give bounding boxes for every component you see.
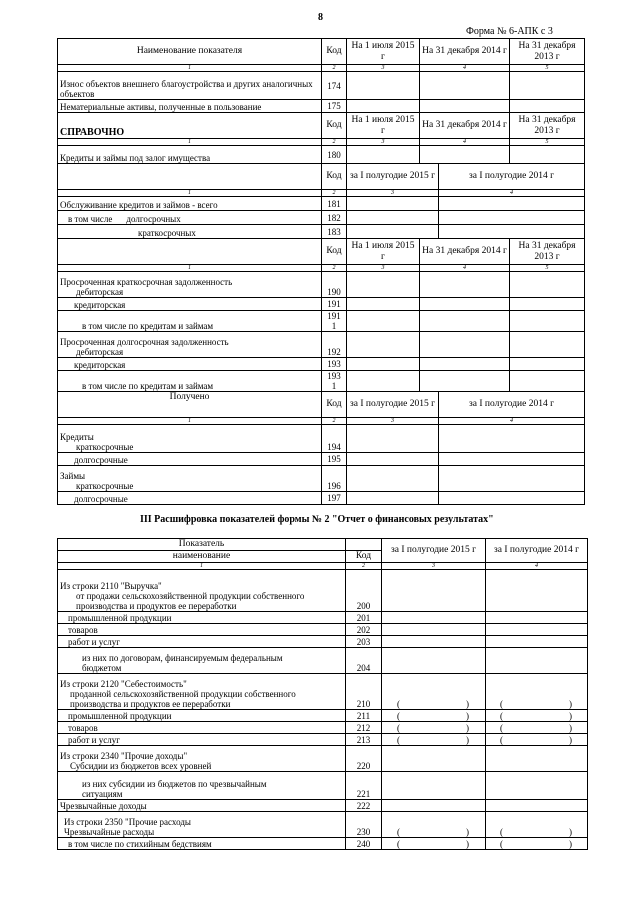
header-code: Код xyxy=(322,39,347,65)
group-label: Займы xyxy=(60,471,86,481)
parenthesized-value: ( ) xyxy=(382,722,486,734)
row-label-text: Чрезвычайные расходы xyxy=(64,827,155,837)
row-label: из них по договорам, финансируемым федеральным бюджетом xyxy=(58,648,346,674)
header-indicator: Показатель xyxy=(58,539,346,551)
row-label: из них субсидии из бюджетов по чрезвычайным ситуациям xyxy=(58,772,346,800)
parenthesized-value: ( ) xyxy=(382,710,486,722)
row-code: 175 xyxy=(322,100,347,113)
row-label: Кредиты и займы под залог имущества xyxy=(58,146,322,164)
col-num: 2 xyxy=(322,139,347,146)
row-code: 221 xyxy=(346,772,382,800)
table-header-row xyxy=(58,239,585,265)
header-received: Получено xyxy=(58,392,322,418)
group-label: Просроченная краткосрочная задолженность xyxy=(60,277,233,287)
row-label: кредиторская xyxy=(58,358,322,371)
table-row xyxy=(58,624,588,636)
header-half-2015: за I полугодие 2015 г xyxy=(347,392,439,418)
row-label-prefix: в том числе xyxy=(68,214,113,224)
row-code: 191 1 xyxy=(322,311,347,332)
row-code: 204 xyxy=(346,648,382,674)
table-row xyxy=(58,772,588,800)
header-date-1: На 1 июля 2015 г xyxy=(347,239,420,265)
parenthesized-value: ( ) xyxy=(486,734,588,746)
row-code: 174 xyxy=(322,72,347,100)
header-code: Код xyxy=(322,239,347,265)
column-numbers-row xyxy=(58,190,585,197)
row-label xyxy=(58,466,322,492)
row-label-text: долгосрочных xyxy=(126,214,181,224)
row-code: 200 xyxy=(346,570,382,612)
row-code: 220 xyxy=(346,746,382,772)
row-label xyxy=(58,746,346,772)
table-row xyxy=(58,674,588,710)
table-row xyxy=(58,211,585,225)
col-num: 5 xyxy=(510,139,585,146)
col-num: 3 xyxy=(347,418,439,425)
row-label: промышленной продукции xyxy=(58,710,346,722)
row-code: 192 xyxy=(322,332,347,358)
table-row xyxy=(58,72,585,100)
row-label-text: от продажи сельскохозяйственной продукции собственного производства и продуктов ее переработки xyxy=(76,591,305,611)
row-code: 190 xyxy=(322,272,347,298)
row-label: Нематериальные активы, полученные в пользование xyxy=(58,100,322,113)
header-half-2015: за I полугодие 2015 г xyxy=(347,164,439,190)
col-num: 4 xyxy=(439,190,585,197)
column-numbers-row xyxy=(58,265,585,272)
col-num: 3 xyxy=(347,139,420,146)
row-label xyxy=(58,812,346,838)
header-date-2: На 31 декабря 2014 г xyxy=(420,239,510,265)
row-label: в том числе по стихийным бедствиям xyxy=(58,838,346,850)
row-label xyxy=(58,570,346,612)
row-code: 203 xyxy=(346,636,382,648)
table-header-row xyxy=(58,113,585,139)
header-half-2015: за I полугодие 2015 г xyxy=(382,539,486,563)
header-date-1: На 1 июля 2015 г xyxy=(347,39,420,65)
table-row xyxy=(58,272,585,298)
row-code: 180 xyxy=(322,146,347,164)
row-label-text: Субсидии из бюджетов всех уровней xyxy=(70,761,212,771)
row-code: 213 xyxy=(346,734,382,746)
table-row xyxy=(58,453,585,466)
col-num: 2 xyxy=(322,418,347,425)
table-row xyxy=(58,722,588,734)
table-row xyxy=(58,570,588,612)
col-num: 3 xyxy=(382,563,486,570)
header-date-1: На 1 июля 2015 г xyxy=(347,113,420,139)
table-header-row xyxy=(58,392,585,418)
col-num: 1 xyxy=(58,563,346,570)
row-code: 194 xyxy=(322,425,347,453)
table-row xyxy=(58,146,585,164)
row-code: 222 xyxy=(346,800,382,812)
header-date-3: На 31 декабря 2013 г xyxy=(510,113,585,139)
col-num: 1 xyxy=(58,190,322,197)
header-date-2: На 31 декабря 2014 г xyxy=(420,113,510,139)
row-label: долгосрочные xyxy=(58,492,322,505)
table-row xyxy=(58,812,588,838)
table-row xyxy=(58,734,588,746)
row-label-text: краткосрочные xyxy=(76,481,134,491)
column-numbers-row xyxy=(58,418,585,425)
row-label: Обслуживание кредитов и займов - всего xyxy=(58,197,322,211)
header-half-2014: за I полугодие 2014 г xyxy=(439,392,585,418)
group-label: Кредиты xyxy=(60,432,94,442)
row-label xyxy=(58,272,322,298)
header-half-2014: за I полугодие 2014 г xyxy=(439,164,585,190)
row-label: товаров xyxy=(58,722,346,734)
section-title-spravochno: СПРАВОЧНО xyxy=(58,113,322,139)
parenthesized-value: ( ) xyxy=(382,674,486,710)
table-row xyxy=(58,425,585,453)
header-code: Код xyxy=(322,164,347,190)
row-label xyxy=(58,211,322,225)
col-num: 3 xyxy=(347,265,420,272)
header-code: Код xyxy=(322,113,347,139)
col-num: 2 xyxy=(322,65,347,72)
row-code: 202 xyxy=(346,624,382,636)
table-row xyxy=(58,298,585,311)
row-label: Износ объектов внешнего благоустройства и других аналогичных объектов xyxy=(58,72,322,100)
parenthesized-value: ( ) xyxy=(486,710,588,722)
row-code: 212 xyxy=(346,722,382,734)
section-3-title: III Расшифровка показателей формы № 2 "Отчет о финансовых результатах" xyxy=(140,514,494,525)
col-num: 1 xyxy=(58,265,322,272)
row-label: Чрезвычайные доходы xyxy=(58,800,346,812)
col-num: 2 xyxy=(322,265,347,272)
table-row xyxy=(58,636,588,648)
col-num: 1 xyxy=(58,65,322,72)
row-label-text: краткосрочные xyxy=(76,442,134,452)
table-row xyxy=(58,648,588,674)
col-num: 5 xyxy=(510,265,585,272)
row-label xyxy=(58,425,322,453)
parenthesized-value: ( ) xyxy=(486,722,588,734)
col-num: 4 xyxy=(420,139,510,146)
table-row xyxy=(58,225,585,239)
table-row xyxy=(58,371,585,392)
header-date-2: На 31 декабря 2014 г xyxy=(420,39,510,65)
col-num: 4 xyxy=(420,265,510,272)
table-header-row xyxy=(58,164,585,190)
row-code: 195 xyxy=(322,453,347,466)
table-row xyxy=(58,612,588,624)
col-num: 4 xyxy=(420,65,510,72)
row-code: 191 xyxy=(322,298,347,311)
row-label-text: дебиторская xyxy=(76,287,124,297)
row-code: 183 xyxy=(322,225,347,239)
header-code: Код xyxy=(346,551,382,563)
parenthesized-value: ( ) xyxy=(382,838,486,850)
header-name: Наименование показателя xyxy=(58,39,322,65)
group-label: Из строки 2120 "Себестоимость" xyxy=(60,679,187,689)
table-header-row xyxy=(58,39,585,65)
row-label: промышленной продукции xyxy=(58,612,346,624)
row-code: 196 xyxy=(322,466,347,492)
table-row xyxy=(58,746,588,772)
column-numbers-row xyxy=(58,139,585,146)
parenthesized-value: ( ) xyxy=(382,734,486,746)
row-label: в том числе по кредитам и займам xyxy=(58,311,322,332)
parenthesized-value: ( ) xyxy=(486,812,588,838)
col-num: 5 xyxy=(510,65,585,72)
col-num: 2 xyxy=(346,563,382,570)
parenthesized-value: ( ) xyxy=(382,812,486,838)
column-numbers-row xyxy=(58,65,585,72)
row-code: 193 xyxy=(322,358,347,371)
col-num: 4 xyxy=(486,563,588,570)
row-label: работ и услуг xyxy=(58,734,346,746)
table-row xyxy=(58,710,588,722)
page-number: 8 xyxy=(318,12,323,23)
parenthesized-value: ( ) xyxy=(486,838,588,850)
group-label: Из строки 2350 "Прочие расходы xyxy=(64,817,191,827)
form-label: Форма № 6-АПК с 3 xyxy=(466,26,553,37)
row-label xyxy=(58,332,322,358)
column-numbers-row xyxy=(58,563,588,570)
table-row xyxy=(58,197,585,211)
indicators-table xyxy=(57,38,585,505)
parenthesized-value: ( ) xyxy=(486,674,588,710)
table-row xyxy=(58,311,585,332)
row-code: 197 xyxy=(322,492,347,505)
col-num: 4 xyxy=(439,418,585,425)
row-label: в том числе по кредитам и займам xyxy=(58,371,322,392)
header-name: наименование xyxy=(58,551,346,563)
group-label: Из строки 2110 "Выручка" xyxy=(60,581,162,591)
row-label xyxy=(58,674,346,710)
header-date-3: На 31 декабря 2013 г xyxy=(510,239,585,265)
row-code: 210 xyxy=(346,674,382,710)
row-code: 201 xyxy=(346,612,382,624)
table-row xyxy=(58,358,585,371)
row-label: кредиторская xyxy=(58,298,322,311)
table-row xyxy=(58,838,588,850)
row-code: 193 1 xyxy=(322,371,347,392)
row-code: 230 xyxy=(346,812,382,838)
group-label: Просроченная долгосрочная задолженность xyxy=(60,337,229,347)
col-num: 3 xyxy=(347,65,420,72)
row-label: работ и услуг xyxy=(58,636,346,648)
row-label-text: дебиторская xyxy=(76,347,124,357)
col-num: 2 xyxy=(322,190,347,197)
header-half-2014: за I полугодие 2014 г xyxy=(486,539,588,563)
header-date-3: На 31 декабря 2013 г xyxy=(510,39,585,65)
row-label: долгосрочные xyxy=(58,453,322,466)
financial-results-table xyxy=(57,538,588,850)
row-code: 211 xyxy=(346,710,382,722)
row-label: товаров xyxy=(58,624,346,636)
col-num: 3 xyxy=(347,190,439,197)
col-num: 1 xyxy=(58,139,322,146)
row-code: 181 xyxy=(322,197,347,211)
table-row xyxy=(58,492,585,505)
table-row xyxy=(58,100,585,113)
table-row xyxy=(58,800,588,812)
col-num: 1 xyxy=(58,418,322,425)
row-code: 240 xyxy=(346,838,382,850)
table-header-row xyxy=(58,539,588,551)
group-label: Из строки 2340 "Прочие доходы" xyxy=(60,751,188,761)
row-label-text: проданной сельскохозяйственной продукции собственного производства и продуктов ее переработки xyxy=(70,689,296,709)
row-code: 182 xyxy=(322,211,347,225)
table-row xyxy=(58,466,585,492)
row-label: краткосрочных xyxy=(58,225,322,239)
header-code: Код xyxy=(322,392,347,418)
table-row xyxy=(58,332,585,358)
